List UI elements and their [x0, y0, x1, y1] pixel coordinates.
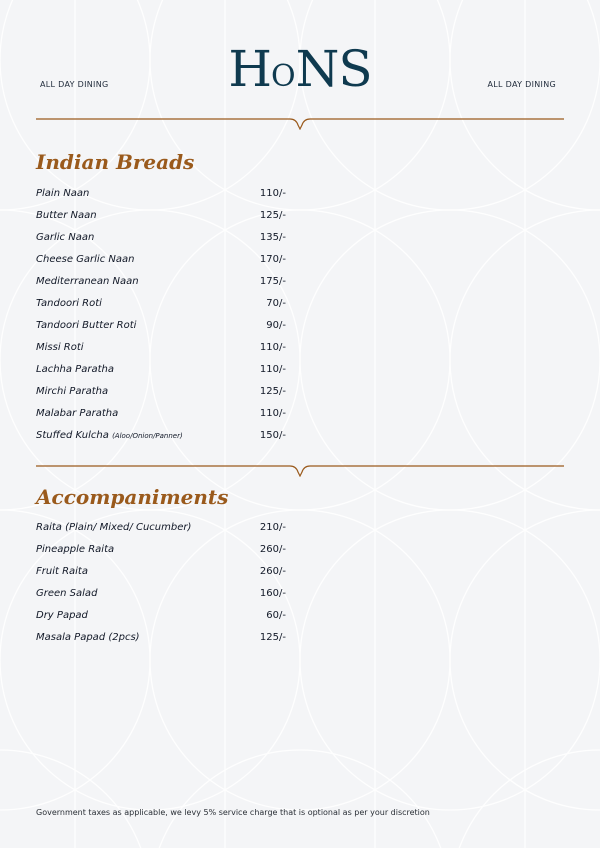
menu-item: [36, 231, 286, 253]
item-name: Green Salad: [36, 588, 98, 599]
item-name: Mediterranean Naan: [36, 276, 139, 287]
menu-item: [36, 429, 286, 451]
item-price: 260/-: [259, 566, 286, 577]
item-name: Cheese Garlic Naan: [36, 254, 135, 265]
item-name: Mirchi Paratha: [36, 386, 109, 397]
item-name: Butter Naan: [36, 210, 97, 221]
menu-item: [36, 587, 286, 609]
item-name: Pineapple Raita: [36, 544, 115, 555]
section-divider: [36, 116, 564, 130]
item-name: Tandoori Butter Roti: [36, 320, 137, 331]
item-name: Plain Naan: [36, 188, 90, 199]
menu-item: [36, 297, 286, 319]
item-price: 260/-: [259, 544, 286, 555]
item-price: 90/-: [266, 320, 286, 331]
tax-note: Government taxes as applicable, we levy 5% service charge that is optional as per your discretion: [36, 808, 430, 817]
item-name: [36, 429, 183, 443]
item-name: Tandoori Roti: [36, 298, 102, 309]
indian-breads-list: [36, 187, 286, 451]
item-price: 70/-: [266, 298, 286, 309]
item-name: Malabar Paratha: [36, 408, 119, 419]
menu-item: [36, 319, 286, 341]
item-name: Lachha Paratha: [36, 364, 114, 375]
item-price: 110/-: [259, 342, 286, 353]
menu-item: [36, 543, 286, 565]
item-price: 175/-: [259, 276, 286, 287]
item-price: 110/-: [259, 408, 286, 419]
item-price: 60/-: [266, 610, 286, 621]
menu-item: [36, 275, 286, 297]
item-price: 125/-: [259, 210, 286, 221]
item-name: Missi Roti: [36, 342, 84, 353]
logo-letters-ns: NS: [295, 40, 372, 98]
menu-item: [36, 631, 286, 653]
menu-item: [36, 363, 286, 385]
section-divider: [36, 463, 564, 477]
item-name-text: Stuffed Kulcha: [36, 430, 109, 441]
item-price: 125/-: [259, 386, 286, 397]
menu-item: [36, 209, 286, 231]
item-name: Raita (Plain/ Mixed/ Cucumber): [36, 522, 192, 533]
item-note: (Aloo/Onion/Panner): [112, 432, 183, 440]
item-name: Garlic Naan: [36, 232, 95, 243]
header-right-tag: ALL DAY DINING: [487, 80, 556, 89]
menu-item: [36, 385, 286, 407]
item-price: 170/-: [259, 254, 286, 265]
item-price: 150/-: [259, 430, 286, 441]
menu-item: [36, 187, 286, 209]
item-price: 110/-: [259, 188, 286, 199]
menu-item: [36, 521, 286, 543]
menu-item: [36, 565, 286, 587]
item-price: 110/-: [259, 364, 286, 375]
item-name: Dry Papad: [36, 610, 88, 621]
logo-letter-o: O: [270, 59, 296, 94]
item-price: 125/-: [259, 632, 286, 643]
menu-item: [36, 253, 286, 275]
menu-item: [36, 609, 286, 631]
section-title-indian-breads: Indian Breads: [36, 150, 195, 174]
menu-item: [36, 407, 286, 429]
item-price: 210/-: [259, 522, 286, 533]
menu-item: [36, 341, 286, 363]
item-name: Masala Papad (2pcs): [36, 632, 140, 643]
item-price: 135/-: [259, 232, 286, 243]
logo-letter-h: H: [228, 40, 271, 98]
header-left-tag: ALL DAY DINING: [40, 80, 109, 89]
section-title-accompaniments: Accompaniments: [36, 485, 229, 509]
accompaniments-list: [36, 521, 286, 653]
item-price: 160/-: [259, 588, 286, 599]
item-name: Fruit Raita: [36, 566, 88, 577]
